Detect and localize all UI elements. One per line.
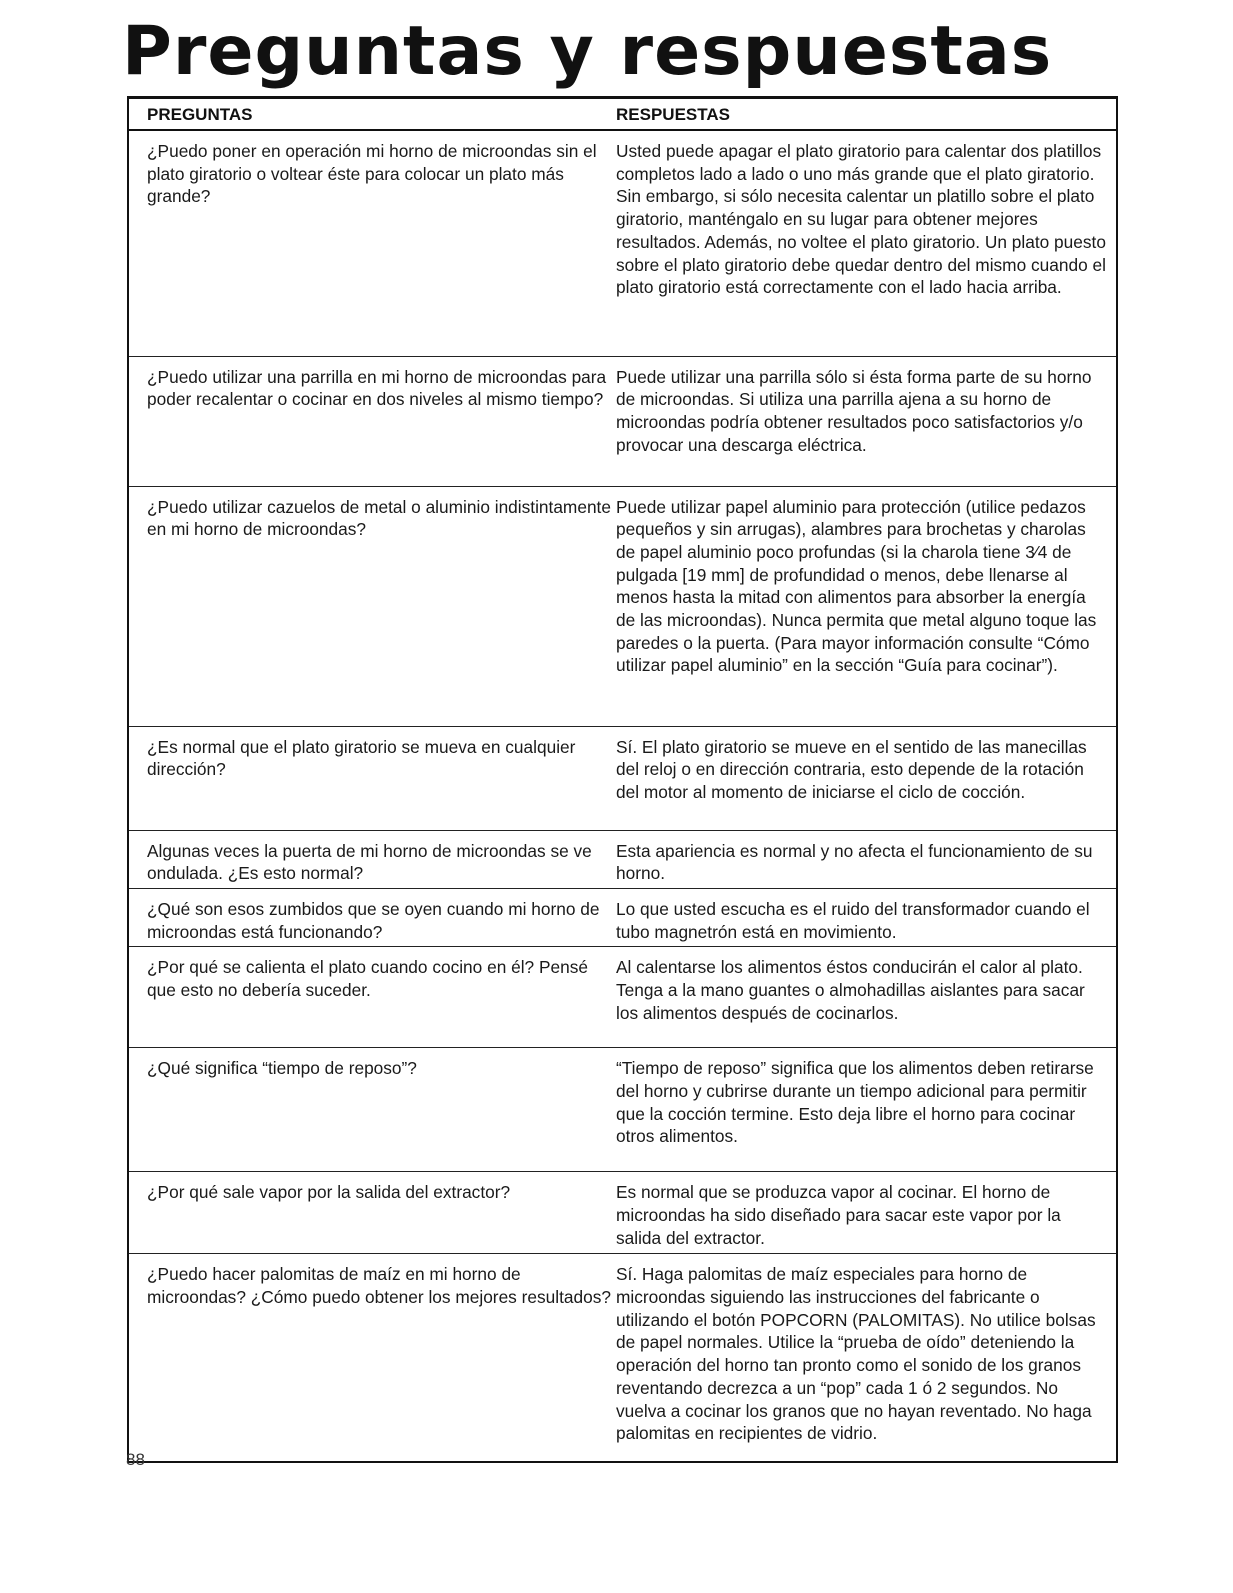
- table-row: [128, 486, 1117, 726]
- header-questions: PREGUNTAS: [128, 98, 616, 131]
- page-number: 88: [126, 1450, 145, 1469]
- answer-cell: “Tiempo de reposo” significa que los alimentos deben retirarse del horno y cubrirse durante un tiempo adicional para permitir que la cocción termine. Esto deja libre el horno para cocinar otros alimentos.: [616, 1048, 1117, 1172]
- table-row: [128, 1254, 1117, 1462]
- qa-table: [127, 96, 1118, 1463]
- table-row: [128, 356, 1117, 486]
- table-row: [128, 726, 1117, 830]
- question-cell: ¿Es normal que el plato giratorio se mueva en cualquier dirección?: [128, 726, 616, 830]
- question-cell: ¿Puedo utilizar cazuelos de metal o aluminio indistintamente en mi horno de microondas?: [128, 486, 616, 726]
- table-row: [128, 888, 1117, 946]
- table-header-row: [128, 98, 1117, 131]
- table-row: [128, 1172, 1117, 1254]
- answer-cell: Sí. El plato giratorio se mueve en el sentido de las manecillas del reloj o en dirección contraria, esto depende de la rotación del motor al momento de iniciarse el ciclo de cocción.: [616, 726, 1117, 830]
- question-cell: Algunas veces la puerta de mi horno de microondas se ve ondulada. ¿Es esto normal?: [128, 830, 616, 888]
- page-title: Preguntas y respuestas: [122, 12, 1053, 91]
- question-cell: ¿Qué son esos zumbidos que se oyen cuando mi horno de microondas está funcionando?: [128, 888, 616, 946]
- answer-cell: Sí. Haga palomitas de maíz especiales para horno de microondas siguiendo las instrucciones del fabricante o utilizando el botón POPCORN (PALOMITAS). No utilice bolsas de papel normales. Utilice la “prueba de oído” deteniendo la operación del horno tan pronto como el sonido de los granos reventando decrezca a un “pop” cada 1 ó 2 segundos. No vuelva a cocinar los granos que no hayan reventado. No haga palomitas en recipientes de vidrio.: [616, 1254, 1117, 1462]
- question-cell: ¿Puedo utilizar una parrilla en mi horno de microondas para poder recalentar o cocinar en dos niveles al mismo tiempo?: [128, 356, 616, 486]
- answer-cell: Al calentarse los alimentos éstos conducirán el calor al plato. Tenga a la mano guantes o almohadillas aislantes para sacar los alimentos después de cocinarlos.: [616, 947, 1117, 1048]
- answer-cell: Es normal que se produzca vapor al cocinar. El horno de microondas ha sido diseñado para sacar este vapor por la salida del extractor.: [616, 1172, 1117, 1254]
- answer-cell: Lo que usted escucha es el ruido del transformador cuando el tubo magnetrón está en movimiento.: [616, 888, 1117, 946]
- answer-cell: Usted puede apagar el plato giratorio para calentar dos platillos completos lado a lado o uno más grande que el plato giratorio. Sin embargo, si sólo necesita calentar un platillo sobre el plato giratorio, manténgalo en su lugar para obtener mejores resultados. Además, no voltee el plato giratorio. Un plato puesto sobre el plato giratorio debe quedar dentro del mismo cuando el plato giratorio está correctamente con el lado hacia arriba.: [616, 141, 1106, 298]
- question-cell: ¿Puedo hacer palomitas de maíz en mi horno de microondas? ¿Cómo puedo obtener los mejores resultados?: [128, 1254, 616, 1462]
- question-cell: ¿Por qué sale vapor por la salida del extractor?: [128, 1172, 616, 1254]
- question-cell: ¿Por qué se calienta el plato cuando cocino en él? Pensé que esto no debería suceder.: [128, 947, 616, 1048]
- header-answers: RESPUESTAS: [616, 98, 1117, 131]
- table-row: [128, 830, 1117, 888]
- table-row: [128, 1048, 1117, 1172]
- table-row: [128, 130, 1117, 356]
- answer-cell: Puede utilizar papel aluminio para protección (utilice pedazos pequeños y sin arrugas), alambres para brochetas y charolas de papel aluminio poco profundas (si la charola tiene 3⁄4 de pulgada [19 mm] de profundidad o menos, debe llenarse al menos hasta la mitad con alimentos para absorber la energía de las microondas). Nunca permita que metal alguno toque las paredes o la puerta. (Para mayor información consulte “Cómo utilizar papel aluminio” en la sección “Guía para cocinar”).: [616, 486, 1117, 726]
- answer-cell: Esta apariencia es normal y no afecta el funcionamiento de su horno.: [616, 830, 1117, 888]
- table-row: [128, 947, 1117, 1048]
- question-cell: ¿Qué significa “tiempo de reposo”?: [128, 1048, 616, 1172]
- question-cell: ¿Puedo poner en operación mi horno de microondas sin el plato giratorio o voltear éste para colocar un plato más grande?: [147, 141, 597, 207]
- answer-cell: Puede utilizar una parrilla sólo si ésta forma parte de su horno de microondas. Si utiliza una parrilla ajena a su horno de microondas podría obtener resultados poco satisfactorios y/o provocar una descarga eléctrica.: [616, 356, 1117, 486]
